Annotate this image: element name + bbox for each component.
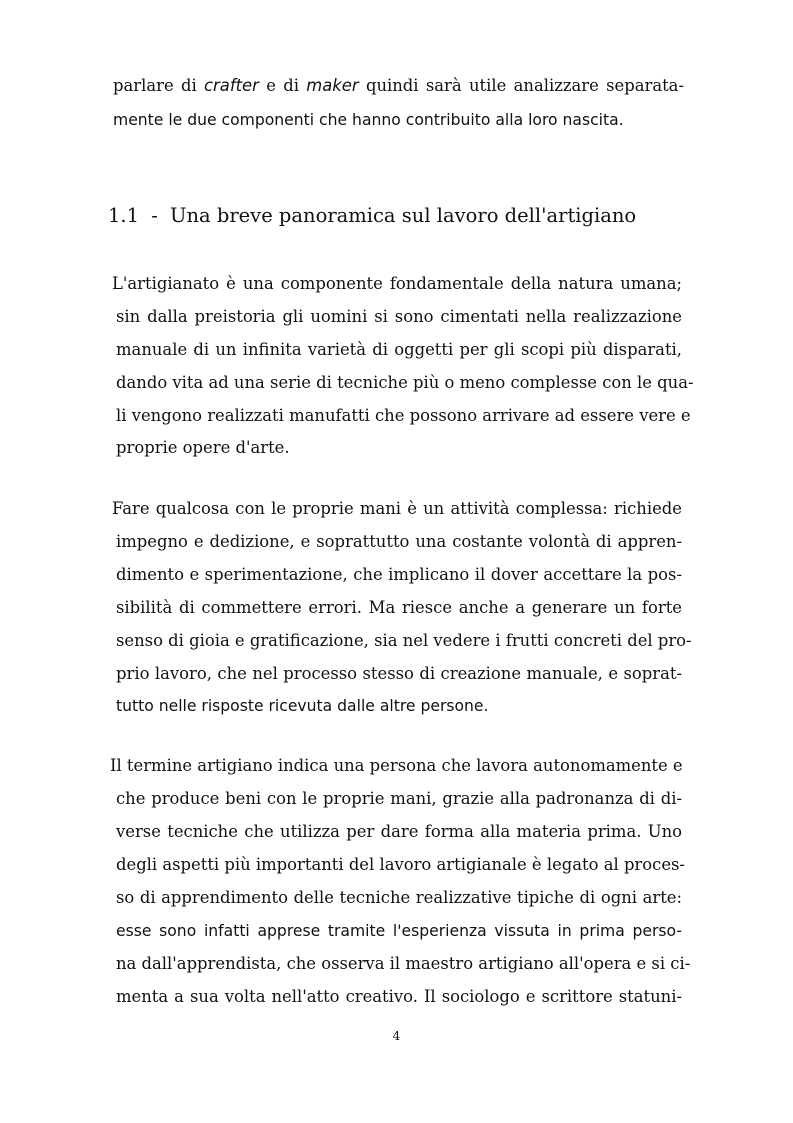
paragraph-1-line-5: li vengono realizzati manufatti che possono arrivare ad essere vere e (116, 406, 691, 425)
paragraph-3-line-4: degli aspetti più importanti del lavoro artigianale è legato al proces- (116, 855, 685, 874)
paragraph-2-line-4: sibilità di commettere errori. Ma riesce anche a generare un forte (116, 598, 682, 617)
paragraph-1-line-3: manuale di un infinita varietà di oggetti per gli scopi più disparati, (116, 340, 682, 359)
paragraph-2-line-7: tutto nelle risposte ricevuta dalle altre persone. (116, 697, 489, 715)
intro-text: e di (258, 76, 307, 95)
paragraph-2-line-6: prio lavoro, che nel processo stesso di creazione manuale, e soprat- (116, 664, 682, 683)
paragraph-2-line-5: senso di gioia e gratificazione, sia nel vedere i frutti concreti del pro- (116, 631, 692, 650)
intro-text: quindi sarà utile analizzare separata- (358, 76, 684, 95)
paragraph-3-line-8: menta a sua volta nell'atto creativo. Il sociologo e scrittore statuni- (116, 987, 682, 1006)
paragraph-1-line-2: sin dalla preistoria gli uomini si sono cimentati nella realizzazione (116, 307, 682, 326)
intro-text: parlare di (113, 76, 205, 95)
section-title: Una breve panoramica sul lavoro dell'artigiano (170, 204, 637, 227)
paragraph-1-line-4: dando vita ad una serie di tecniche più o meno complesse con le qua- (116, 373, 694, 392)
intro-line-1 (113, 76, 684, 96)
paragraph-1-line-6: proprie opere d'arte. (116, 438, 290, 457)
paragraph-3-line-5: so di apprendimento delle tecniche realizzative tipiche di ogni arte: (116, 888, 682, 907)
paragraph-3-line-3: verse tecniche che utilizza per dare forma alla materia prima. Uno (116, 822, 682, 841)
intro-emphasis-crafter: crafter (204, 76, 259, 95)
intro-emphasis-maker: maker (306, 76, 359, 95)
paragraph-3-line-2: che produce beni con le proprie mani, grazie alla padronanza di di- (116, 789, 682, 808)
paragraph-2-line-2: impegno e dedizione, e soprattutto una costante volontà di appren- (116, 532, 682, 551)
section-number: 1.1 (108, 204, 140, 227)
paragraph-3-line-6: esse sono infatti apprese tramite l'esperienza vissuta in prima perso- (116, 922, 682, 940)
page-number: 4 (392, 1029, 401, 1043)
section-separator: - (151, 204, 158, 227)
paragraph-3-line-1: Il termine artigiano indica una persona che lavora autonomamente e (110, 756, 683, 775)
paragraph-3-line-7: na dall'apprendista, che osserva il maestro artigiano all'opera e si ci- (116, 954, 691, 973)
paragraph-2-line-1: Fare qualcosa con le proprie mani è un attività complessa: richiede (112, 499, 682, 518)
intro-line-2: mente le due componenti che hanno contribuito alla loro nascita. (113, 111, 624, 129)
section-heading (108, 204, 636, 228)
paragraph-2-line-3: dimento e sperimentazione, che implicano il dover accettare la pos- (116, 565, 682, 584)
paragraph-1-line-1: L'artigianato è una componente fondamentale della natura umana; (112, 274, 682, 293)
